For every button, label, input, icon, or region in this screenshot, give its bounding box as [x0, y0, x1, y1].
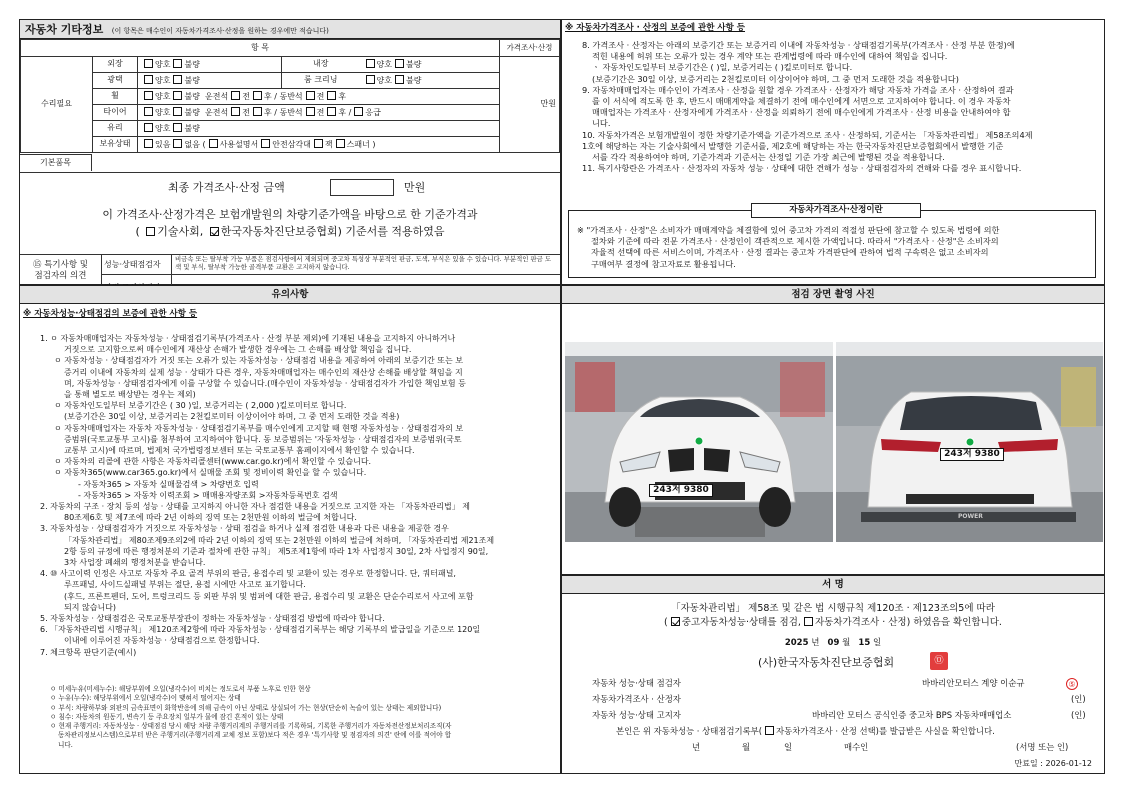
exterior-bad-checkbox[interactable]	[173, 59, 182, 68]
photo-header: 점검 장면 촬영 사진	[562, 286, 1104, 304]
bad-label: 불량	[184, 107, 200, 117]
wheel-pass-rear-checkbox[interactable]	[327, 91, 336, 100]
kadwa-label: 한국자동차진단보증협회	[220, 225, 338, 238]
good-label: 양호	[155, 59, 171, 69]
notes-line: 증범위(국토교통부 고시)를 첨부하여 고지하여야 합니다. 동 보증범위는 '자동차성능 · 상태점검자의 보증범위(국토	[64, 434, 462, 444]
price-guarantee-line: 1호에 해당하는 자는 기술사회에서 발행한 기준서를, 제2호에 해당하는 자는 한국자동차진단보증협회에서 발행한 기준	[582, 140, 1004, 151]
lift-label: POWER	[958, 513, 983, 520]
inspector-seal: ⑤	[1066, 678, 1078, 690]
notes-line: ㅇ 자동차365(www.car365.go.kr)에서 실매물 조회 및 정비이력 확인을 할 수 있습니다.	[54, 468, 367, 478]
kadwa-checkbox[interactable]	[210, 227, 219, 236]
notes-line: - 자동차365 > 자동차 실매물검색 > 차량번호 입력	[78, 479, 259, 489]
interior-bad-checkbox[interactable]	[395, 59, 404, 68]
notes-line: (후드, 프론트펜더, 도어, 트렁크리드 등 외판 부위 및 범퍼에 대한 판금, 용접수리 및 교환은 단순수리로서 사고에 포함	[64, 591, 474, 601]
day-value: 15	[858, 638, 871, 648]
paren-open: (	[202, 139, 206, 149]
notes-subheader: ※ 자동차성능·상태점검의 보증에 관한 사항 등	[23, 309, 198, 319]
special-notes-block	[20, 254, 560, 284]
signature-section	[561, 575, 1105, 774]
good-label: 양호	[155, 123, 171, 133]
buyer-row	[562, 742, 1104, 756]
cleaning-bad-checkbox[interactable]	[395, 75, 404, 84]
front-car-image	[565, 342, 833, 542]
wheel-good-checkbox[interactable]	[144, 91, 153, 100]
tech-society-label: 기술사회,	[157, 225, 204, 238]
sig-row-notifier	[592, 710, 1096, 726]
org-seal: ㉤	[930, 652, 948, 670]
notes-line: 되지 않습니다)	[64, 602, 117, 612]
sig-row-appraiser	[592, 694, 1096, 710]
signature-date	[562, 638, 1104, 649]
notifier-sig-label: 자동차 성능·상태 고지자	[592, 710, 681, 720]
paren-close: )	[372, 139, 376, 149]
tire-pass-rear-checkbox[interactable]	[327, 107, 336, 116]
tech-society-checkbox[interactable]	[146, 227, 155, 236]
notes-line: ㅇ 자동차의 리콜에 관한 사항은 자동차리콜센터(www.car.go.kr)에서 확인할 수 있습니다.	[54, 457, 372, 467]
interior-good-checkbox[interactable]	[366, 59, 375, 68]
buyer-label: 매수인	[844, 742, 869, 752]
manual-checkbox[interactable]	[209, 139, 218, 148]
price-guarantee-line: 매매업자는 가격조사 · 산정자에게 가격조사 · 산정을 의뢰하기 전에 매수인에게 가격조사 · 산정 비용을 안내하여야 합	[592, 107, 1011, 118]
month-value: 09	[827, 638, 840, 648]
sig-row-inspector	[592, 678, 1096, 694]
price-guarantee-line: 9. 자동차매매업자는 매수인이 가격조사 · 산정을 원할 경우 가격조사 · 산정자가 해당 자동차 가격을 조사 · 산정하여 결과	[582, 84, 1014, 95]
front-label: 전	[316, 107, 325, 117]
front-label: 전	[316, 91, 325, 101]
notes-small-line: ㅇ 침수: 자동차의 원동기, 변속기 등 주요장치 일부가 물에 잠긴 흔적이 있는 상태	[50, 712, 284, 721]
bad-label: 불량	[184, 91, 200, 101]
price-guarantee-line: 적힌 내용에 허위 또는 오류가 있는 경우 계약 또는 관계법령에 따라 매수인에 대하여 책임을 집니다.	[592, 51, 948, 62]
price-check-label: 자동차가격조사 · 산정) 하였음을 확인합니다.	[814, 617, 1002, 628]
price-definition-line: 자율적 선택에 따른 서비스이며, 가격조사 · 산정 결과는 중고차 가격판단에 관하여 법적 구속력은 없고 소비자의	[591, 247, 989, 258]
rear-label: 후	[338, 91, 347, 101]
price-guarantee-line: 서를 각각 적용하여야 하며, 기준가격과 기준서는 산정일 기준 가장 최근에 발행된 것을 적용합니다.	[592, 152, 945, 163]
spanner-label: 스패너	[346, 139, 370, 149]
receipt-price-checkbox[interactable]	[765, 726, 774, 735]
inspector-sig-label: 자동차 성능·상태 점검자	[592, 678, 681, 688]
signature-header: 서 명	[562, 576, 1104, 594]
notes-small-line: ㅇ 현재 주행거리: 자동차성능 · 상태점검 당시 해당 차량 주행거리계의 주행거리를 기록하되, 기록한 주행거리가 자동차전산정보처리조직(자	[50, 722, 452, 731]
front-plate: 243저 9380	[649, 484, 713, 497]
inspection-checkbox[interactable]	[671, 617, 680, 626]
notes-small-line: 동차관리정보시스템)으로부터 받은 주행거리(주행거리계 교체 정보 포함)보다 적은 경우 '특기사항 및 점검자의 의견' 란에 이를 적어야 합	[58, 731, 452, 740]
final-price-unit: 만원	[404, 181, 426, 194]
basis-paren: (	[135, 225, 144, 238]
front-label: 전	[242, 107, 250, 117]
front-photo	[565, 342, 833, 542]
wheel-driver-front-checkbox[interactable]	[231, 91, 240, 100]
tire-driver-rear-checkbox[interactable]	[253, 107, 262, 116]
driver-side-label: 운전석	[205, 107, 229, 117]
col-price: 가격조사·산정	[500, 40, 560, 57]
final-price-label: 최종 가격조사·산정 금액	[168, 181, 285, 194]
notes-text	[40, 333, 556, 658]
polish-bad-checkbox[interactable]	[173, 75, 182, 84]
price-guarantee-line: (보증기간은 30일 이상, 보증거리는 2천킬로미터 이상이어야 하며, 그 중 먼저 도래한 것을 적용합니다)	[592, 73, 959, 84]
notes-small-line: ㅇ 미세누유(미세누수): 해당부위에 오일(냉각수)이 비치는 정도로서 부품 노후로 인한 현상	[50, 685, 311, 693]
row-wheel: 휠	[93, 89, 138, 105]
jack-checkbox[interactable]	[314, 139, 323, 148]
col-item: 항 목	[21, 40, 500, 57]
exterior-good-checkbox[interactable]	[144, 59, 153, 68]
notes-line: 교통부 고시)에 따르며, 법제처 국가법령정보센터 또는 국토교통부 홈페이지에서 확인할 수 있습니다.	[64, 446, 415, 456]
triangle-checkbox[interactable]	[261, 139, 270, 148]
other-info-section	[19, 19, 561, 285]
price-guarantee-line: 8. 가격조사 · 산정자는 아래의 보증기간 또는 보증거리 이내에 자동차성능 · 상태점검기록부(가격조사 · 산정 부분 한정)에	[582, 40, 1015, 50]
expiry-date: 만료일 : 2026-01-12	[1014, 759, 1092, 768]
bad-label: 불량	[184, 123, 200, 133]
bad-label: 불량	[405, 75, 422, 85]
year-unit: 년	[811, 638, 820, 648]
other-info-title: 자동차 기타정보	[25, 23, 104, 36]
price-definition-line: 절차와 기준에 따라 전문 가격조사 · 산정인이 객관적으로 제시한 가액입니다. 따라서 "가격조사 · 산정"은 소비자의	[591, 236, 999, 247]
notes-small-text	[50, 685, 556, 750]
group-basic: 기본품목	[20, 154, 92, 171]
notifier-seal: (인)	[1071, 710, 1086, 720]
notes-line: 80조제6호 및 제7조에 따라 2년 이하의 징역 또는 2천만원 이하의 벌금에 처합니다.	[64, 513, 357, 523]
glass-good-checkbox[interactable]	[144, 123, 153, 132]
passenger-side-label: / 동반석	[274, 91, 303, 101]
inspector-label: 성능·상태점검자	[102, 255, 172, 275]
receipt-text-tail: 자동차가격조사 · 산정 선택)를 발급받은 사실을 확인합니다.	[776, 726, 995, 736]
price-guarantee-line: 10. 자동차가격은 보험개발원이 정한 차량기준가액을 기준가격으로 조사 · 산정하되, 기준서는 「자동차관리법」 제58조의4제	[582, 129, 1033, 140]
notes-line: (보증기간은 30일 이상, 보증거리는 2천킬로미터 이상이어야 하며, 그 중 먼저 도래한 것을 적용)	[64, 412, 400, 422]
other-info-header	[20, 20, 560, 39]
notes-line: 을 통해 별도로 배상받는 경우는 제외)	[64, 390, 196, 400]
row-room-cleaning: 룸 크리닝	[282, 73, 360, 89]
notes-line: 이내에 이루어진 자동차성능 · 상태점검으로 한정합니다.	[64, 636, 260, 646]
price-check-checkbox[interactable]	[804, 617, 813, 626]
year-value: 2025	[784, 638, 809, 648]
driver-side-label: 운전석	[205, 91, 229, 101]
final-price-block	[20, 172, 560, 254]
final-price-input[interactable]	[330, 179, 394, 196]
notes-section	[19, 285, 561, 774]
inspection-label: 중고자동차성능·상태를 점검,	[681, 617, 801, 628]
bad-label: 불량	[405, 59, 422, 69]
photo-section	[561, 285, 1105, 575]
row-possession: 보유상태	[93, 137, 138, 153]
price-guarantee-heading: ※ 자동차가격조사 · 산정의 보증에 관한 사항 등	[565, 23, 746, 33]
appraiser-sig-label: 자동차가격조사 · 산정자	[592, 694, 681, 704]
special-notes-label: ⑮ 특기사항 및 점검자의 의견	[20, 255, 102, 284]
rear-plate: 243저 9380	[940, 448, 1004, 461]
spanner-checkbox[interactable]	[336, 139, 345, 148]
good-label: 양호	[376, 75, 392, 85]
basis-line-2	[20, 225, 560, 239]
day-unit: 일	[872, 638, 882, 648]
triangle-label: 안전삼각대	[272, 139, 311, 149]
rear-photo	[836, 342, 1103, 542]
price-guarantee-line: 11. 특기사항란은 가격조사 · 산정자의 자동차 성능 · 상태에 대한 견해가 성능 · 상태점검자의 견해와 다를 경우 표시합니다.	[582, 163, 1022, 174]
inspector-text: 비금속 또는 탈부착 가능 부품은 점검사항에서 제외되며 중고차 특성상 부분적인 판금, 도색, 부식은 있을 수 있습니다. 부분적인 판금 도색 및 부식, 탈부착 가능한 골격부품 교환은 고지하지 않습니다.	[172, 255, 560, 275]
no-label: 없음	[184, 139, 200, 149]
front-label: 전	[242, 91, 250, 101]
rear-label: 후	[263, 91, 272, 101]
notes-line: 6. 「자동차관리법 시행규칙」 제120조제2항에 따라 자동차성능 · 상태점검기록부는 해당 기록부의 발급일을 기준으로 120일	[40, 625, 481, 635]
repair-price-unit: 만원	[500, 57, 560, 153]
row-glass: 유리	[93, 121, 138, 137]
jack-label: 잭	[324, 139, 333, 149]
rear-label: 후	[263, 107, 272, 117]
notes-line: 3차 사업장 폐쇄의 행정처분을 받습니다.	[64, 558, 206, 568]
bad-label: 불량	[184, 59, 200, 69]
tire-emergency-checkbox[interactable]	[354, 107, 363, 116]
wheel-pass-front-checkbox[interactable]	[306, 91, 315, 100]
price-guarantee-text	[582, 40, 1096, 174]
notes-line: 5. 자동차성능 · 상태점검은 국토교통부장관이 정하는 자동차성능 · 상태점검 방법에 따라야 합니다.	[40, 614, 385, 624]
notes-line: 며, 자동차성능 · 상태점검자에게 이를 구상할 수 있습니다.(매수인이 자동차성능 · 상태점검자가 가입한 책임보험 등	[64, 378, 466, 388]
good-label: 양호	[376, 59, 392, 69]
good-label: 양호	[155, 75, 171, 85]
price-guarantee-section	[561, 19, 1105, 285]
price-guarantee-line: ㆍ 자동차인도일부터 보증기간은 ( )일, 보증거리는 ( )킬로미터로 합니다.	[592, 62, 853, 73]
good-label: 양호	[155, 107, 171, 117]
month-unit: 월	[842, 638, 851, 648]
wheel-driver-rear-checkbox[interactable]	[253, 91, 262, 100]
notes-line: 4. ⑩ 사고이력 인정은 사고로 자동차 주요 골격 부위의 판금, 용접수리 및 교환이 있는 경우로 한정합니다. 단, 쿼터패널,	[40, 569, 456, 579]
appraiser-seal: (인)	[1071, 694, 1086, 704]
glass-bad-checkbox[interactable]	[173, 123, 182, 132]
notes-small-line: 니다.	[58, 740, 73, 749]
signature-law-line: 「자동차관리법」 제58조 및 같은 법 시행규칙 제120조 · 제123조의5에 따라	[671, 603, 995, 614]
notes-line: 2항 등의 규정에 따른 행정처분의 기준과 절차에 관한 규칙」 제5조제1항에 따라 1차 사업정지 30일, 2차 사업정지 90일,	[64, 546, 489, 556]
other-info-subtitle: (이 항목은 매수인이 자동차가격조사·산정을 원하는 경우에만 적습니다)	[111, 27, 329, 35]
tire-driver-front-checkbox[interactable]	[231, 107, 240, 116]
org-name: (사)한국자동차진단보증협회	[758, 656, 895, 669]
possession-no-checkbox[interactable]	[173, 139, 182, 148]
cleaning-good-checkbox[interactable]	[366, 75, 375, 84]
notifier-sig-value: 바바리안 모터스 공식인증 중고차 BPS 자동차매매업소	[812, 710, 1012, 720]
possession-yes-checkbox[interactable]	[144, 139, 153, 148]
row-tire: 타이어	[93, 105, 138, 121]
notes-line: 7. 체크항목 판단기준(예시)	[40, 647, 137, 657]
notes-line: 증거리 이내에 자동차의 실제 성능 · 상태가 다른 경우, 자동차매매업자는 매수인의 재산상 손해를 배상할 책임을 지	[64, 367, 463, 377]
notes-line: ㅇ 자동차성능 · 상태점검자가 거짓 또는 오류가 있는 자동차성능 · 상태점검 내용을 제공하여 아래의 보증기간 또는 보	[54, 356, 463, 366]
buyer-day: 일	[784, 742, 793, 752]
price-definition-line: ※ "가격조사 · 산정"은 소비자가 매매계약을 체결함에 있어 중고차 가격의 적절성 판단에 참고할 수 있도록 법령에 의한	[577, 225, 1000, 235]
notes-line: ㅇ 자동차인도일부터 보증기간은 ( 30 )일, 보증거리는 ( 2,000 )킬로미터로 합니다.	[54, 401, 347, 411]
row-interior: 내장	[282, 57, 360, 73]
row-polish: 광택	[93, 73, 138, 89]
price-definition-box	[568, 205, 1096, 278]
good-label: 양호	[155, 91, 171, 101]
notes-line: 「자동차관리법」 제80조제9조의2에 따라 2년 이하의 징역 또는 2천만원 이하의 벌금에 처하며, 「자동차관리법 제21조제	[64, 535, 495, 545]
rear-label: 후	[338, 107, 347, 117]
notes-line: 1. ㅇ 자동차매매업자는 자동차성능 · 상태점검기록부(가격조사 · 산정 부분 제외)에 기재된 내용을 고지하지 아니하거나	[40, 334, 456, 343]
tire-bad-checkbox[interactable]	[173, 107, 182, 116]
inspector-sig-value: 바바리안모터스 계양 이순규	[922, 678, 1025, 688]
group-repair: 수리필요	[21, 57, 93, 153]
notes-small-line: ㅇ 부식: 차량하부와 외판의 금속표면이 화학반응에 의해 금속이 아닌 상태로 상실되어 가는 현상(단순히 녹슬어 있는 상태는 제외합니다)	[50, 703, 442, 712]
passenger-side-label: / 동반석	[274, 107, 303, 117]
notes-line: 3. 자동차성능 · 상태점검자가 거짓으로 자동차성능 · 상태 점검을 하거나 실제 점검한 내용과 다른 내용을 제공한 경우	[40, 524, 449, 534]
price-guarantee-line: 를 이 서식에 적도록 한 후, 반드시 매매계약을 체결하기 전에 매수인에게 서면으로 고지하여야 합니다. 이 경우 자동차	[592, 96, 1011, 107]
polish-good-checkbox[interactable]	[144, 75, 153, 84]
basis-line-1: 이 가격조사·산정가격은 보험개발원의 차량기준가액을 바탕으로 한 기준가격과	[102, 208, 478, 221]
manual-label: 사용설명서	[219, 139, 259, 149]
notes-small-line: ㅇ 누유(누수): 해당부위에서 오일(냉각수)이 맺혀서 떨어지는 상태	[50, 694, 241, 703]
notes-line: 거짓으로 고지함으로써 매수인에게 재산상 손해가 발생한 경우에는 그 손해를 배상할 책임을 집니다.	[64, 345, 412, 355]
confirm-paren: (	[664, 617, 668, 628]
buyer-sign[interactable]: (서명 또는 인)	[1016, 742, 1069, 752]
price-guarantee-line: 니다.	[592, 118, 611, 129]
tire-good-checkbox[interactable]	[144, 107, 153, 116]
buyer-month: 월	[742, 742, 751, 752]
receipt-text: 본인은 위 자동차성능 · 상태점검기록부(	[616, 726, 763, 736]
wheel-bad-checkbox[interactable]	[173, 91, 182, 100]
other-info-table: 항 목 가격조사·산정 수리필요 외장 양호 불량 내장 양호 불량 만원 광택 양호 불량 룸 크리닝 양호 불량 휠 양호 불량 운전석 전 후 / 동반석 전 후 타이어 양호 불량 운전석 전 후 / 동반석 전 후 / 응급 유리 양호 불량 보유상태 있음 없음 ( 사용설명서 안전삼각대 잭 스패너 )	[20, 39, 560, 153]
emergency-label: 응급	[365, 107, 381, 117]
price-definition-line: 구매여부 결정에 참고자료로 활용됩니다.	[591, 258, 736, 269]
rear-car-image	[836, 342, 1103, 542]
row-exterior: 외장	[93, 57, 138, 73]
receipt-line	[616, 726, 995, 737]
notes-line: 2. 자동차의 구조 · 장치 등의 성능 · 상태를 고지하지 아니한 자나 점검한 내용을 거짓으로 고지한 자는 「자동차관리법」 제	[40, 502, 470, 512]
price-definition-title: 자동차가격조사·산정이란	[751, 203, 921, 218]
tire-pass-front-checkbox[interactable]	[306, 107, 315, 116]
bad-label: 불량	[184, 75, 200, 85]
notes-header: 유의사항	[20, 286, 560, 304]
notes-line: 루프패널, 사이드실패널 부위는 절단, 용접 시에만 사고로 표기합니다.	[64, 580, 306, 590]
yes-label: 있음	[155, 139, 171, 149]
basis-tail: ) 기준서를 적용하였음	[337, 225, 445, 238]
notes-line: ㅇ 자동차매매업자는 자동차 자동차성능 · 상태점검기록부를 매수인에게 고지할 때 현행 자동차성능 · 상태점검자의 보	[54, 423, 464, 433]
price-definition-text	[577, 225, 1089, 270]
signature-confirm-line	[562, 617, 1104, 629]
notes-line: - 자동차365 > 자동차 이력조회 > 매매용자량조회 >자동차등록번호 검색	[78, 490, 338, 500]
buyer-year: 년	[692, 742, 701, 752]
